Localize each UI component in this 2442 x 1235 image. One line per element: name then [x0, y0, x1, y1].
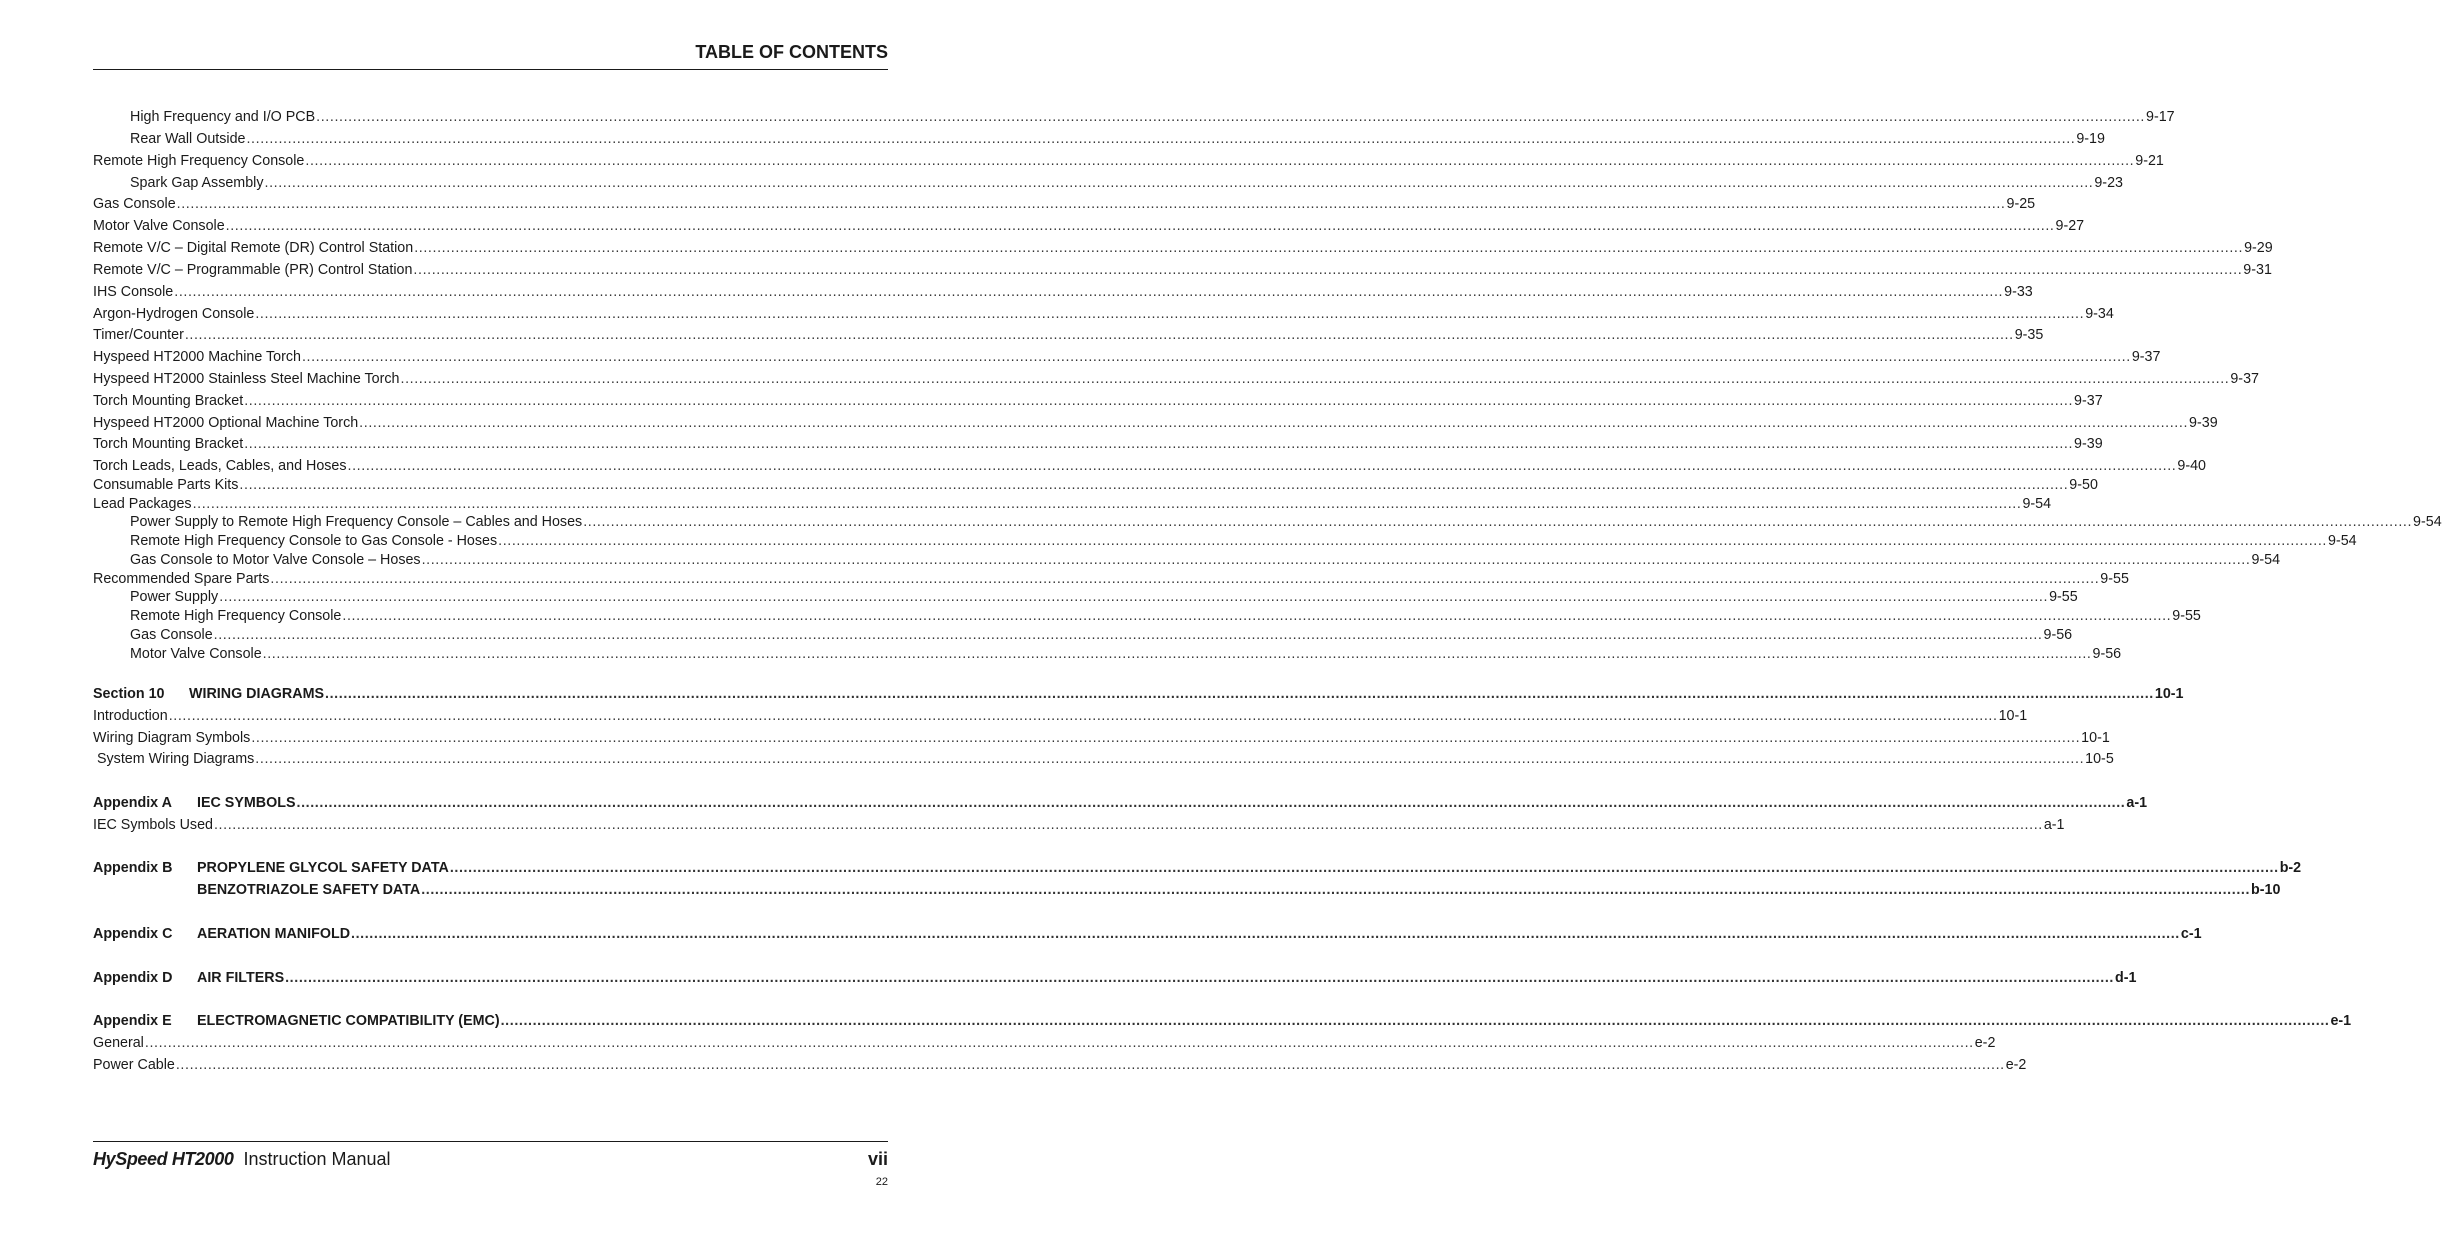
toc-page-number: a-1 [2126, 795, 2148, 811]
toc-section-label: Appendix E [93, 1013, 172, 1029]
toc-entry-row [93, 514, 2442, 531]
toc-entry-title: Power Supply to Remote High Frequency Console – Cables and Hoses [130, 514, 583, 530]
toc-entry-row [93, 458, 2207, 475]
toc-page-number: 9-37 [2131, 349, 2161, 365]
toc-entry-row [93, 175, 2123, 192]
toc-section-row [93, 970, 2137, 987]
toc-entry-row [93, 708, 2028, 725]
toc-section-label: Section 10 [93, 686, 165, 702]
toc-dot-leader: ................................................................................................................................................................................................................................................................................................................................................................................................................ [255, 751, 2085, 767]
toc-entry-row [93, 393, 2103, 410]
toc-dot-leader: ................................................................................................................................................................................................................................................................................................................................................................................................................ [359, 415, 2189, 431]
toc-entry-title: Spark Gap Assembly [130, 175, 264, 191]
toc-entry-row [93, 533, 2357, 550]
toc-entry-title: ELECTROMAGNETIC COMPATIBILITY (EMC) [197, 1013, 500, 1029]
toc-entry-title: Gas Console [130, 627, 213, 643]
toc-dot-leader: ................................................................................................................................................................................................................................................................................................................................................................................................................ [270, 571, 2100, 587]
toc-entry-row [93, 627, 2073, 644]
toc-entry-row [93, 109, 2175, 126]
toc-dot-leader: ................................................................................................................................................................................................................................................................................................................................................................................................................ [414, 240, 2244, 256]
toc-entry-title: Motor Valve Console [93, 218, 225, 234]
toc-page-number: 9-29 [2244, 240, 2273, 256]
toc-page-number: 9-37 [2230, 371, 2259, 387]
toc-entry-title: Introduction [93, 708, 168, 724]
toc-section-row [93, 795, 2148, 812]
toc-page-number: 9-54 [2328, 533, 2357, 549]
toc-dot-leader: ................................................................................................................................................................................................................................................................................................................................................................................................................ [296, 795, 2126, 811]
toc-entry-title: Hyspeed HT2000 Machine Torch [93, 349, 301, 365]
toc-dot-leader: ................................................................................................................................................................................................................................................................................................................................................................................................................ [301, 349, 2131, 365]
toc-page-number: 9-27 [2055, 218, 2085, 234]
toc-entry-title: System Wiring Diagrams [97, 751, 255, 767]
toc-entry-title: Remote V/C – Digital Remote (DR) Control Station [93, 240, 414, 256]
toc-dot-leader: ................................................................................................................................................................................................................................................................................................................................................................................................................ [264, 175, 2094, 191]
toc-section-row [93, 686, 2184, 703]
toc-entry-row [93, 153, 2164, 170]
toc-dot-leader: ................................................................................................................................................................................................................................................................................................................................................................................................................ [285, 970, 2114, 986]
toc-entry-row [93, 751, 2114, 768]
toc-section-row [93, 860, 2302, 877]
toc-entry-title: High Frequency and I/O PCB [130, 109, 316, 125]
toc-page-number: b-2 [2279, 860, 2302, 876]
toc-entry-title: Hyspeed HT2000 Stainless Steel Machine Torch [93, 371, 400, 387]
toc-entry-row [93, 349, 2161, 366]
toc-entry-title: AERATION MANIFOLD [197, 926, 351, 942]
page-header-title: TABLE OF CONTENTS [695, 42, 888, 62]
toc-entry-row [93, 436, 2103, 453]
toc-dot-leader: ................................................................................................................................................................................................................................................................................................................................................................................................................ [213, 817, 2043, 833]
toc-entry-title: Consumable Parts Kits [93, 477, 239, 493]
toc-page-number: 10-1 [2154, 686, 2184, 702]
toc-dot-leader: ................................................................................................................................................................................................................................................................................................................................................................................................................ [174, 284, 2004, 300]
toc-entry-title: Torch Mounting Bracket [93, 436, 244, 452]
toc-page-number: 9-55 [2100, 571, 2129, 587]
toc-section-row [93, 1013, 2352, 1030]
toc-page-number: 10-1 [2081, 730, 2110, 746]
toc-dot-leader: ................................................................................................................................................................................................................................................................................................................................................................................................................ [413, 262, 2243, 278]
toc-section-label: Appendix A [93, 795, 172, 811]
toc-dot-leader: ................................................................................................................................................................................................................................................................................................................................................................................................................ [347, 458, 2177, 474]
toc-dot-leader: ................................................................................................................................................................................................................................................................................................................................................................................................................ [168, 708, 1998, 724]
footer-divider [93, 1141, 888, 1142]
toc-entry-row [93, 496, 2052, 513]
toc-page-number: 9-19 [2076, 131, 2105, 147]
toc-entry-title: Gas Console [93, 196, 176, 212]
toc-entry-row [93, 817, 2065, 834]
footer-page-label: vii [867, 1149, 888, 1169]
toc-dot-leader: ................................................................................................................................................................................................................................................................................................................................................................................................................ [583, 514, 2413, 530]
toc-dot-leader: ................................................................................................................................................................................................................................................................................................................................................................................................................ [219, 589, 2049, 605]
toc-dot-leader: ................................................................................................................................................................................................................................................................................................................................................................................................................ [244, 393, 2074, 409]
toc-entry-title: IHS Console [93, 284, 174, 300]
toc-page-number: 9-39 [2189, 415, 2218, 431]
toc-page-number: e-2 [1974, 1035, 1996, 1051]
toc-entry-title: Power Supply [130, 589, 219, 605]
toc-entry-title: Power Cable [93, 1057, 175, 1073]
toc-page-number: 10-5 [2085, 751, 2114, 767]
toc-dot-leader: ................................................................................................................................................................................................................................................................................................................................................................................................................ [213, 627, 2043, 643]
toc-entry-row [93, 218, 2085, 235]
toc-page-number: e-1 [2330, 1013, 2352, 1029]
toc-dot-leader: ................................................................................................................................................................................................................................................................................................................................................................................................................ [325, 686, 2154, 702]
toc-dot-leader: ................................................................................................................................................................................................................................................................................................................................................................................................................ [225, 218, 2055, 234]
toc-page-number: 9-54 [2251, 552, 2281, 568]
footer-manual-label: Instruction Manual [243, 1149, 391, 1169]
toc-dot-leader: ................................................................................................................................................................................................................................................................................................................................................................................................................ [176, 196, 2006, 212]
toc-dot-leader: ................................................................................................................................................................................................................................................................................................................................................................................................................ [500, 1013, 2330, 1029]
toc-page-number: 9-37 [2074, 393, 2103, 409]
toc-page-number: 9-39 [2074, 436, 2103, 452]
toc-dot-leader: ................................................................................................................................................................................................................................................................................................................................................................................................................ [175, 1057, 2005, 1073]
toc-entry-title: AIR FILTERS [197, 970, 285, 986]
toc-entry-title: Rear Wall Outside [130, 131, 246, 147]
toc-dot-leader: ................................................................................................................................................................................................................................................................................................................................................................................................................ [262, 646, 2092, 662]
toc-section-label: Appendix C [93, 926, 173, 942]
toc-entry-title: Remote High Frequency Console [93, 153, 305, 169]
toc-entry-row [93, 552, 2281, 569]
toc-page-number: 9-56 [2043, 627, 2073, 643]
toc-page-number: a-1 [2043, 817, 2065, 833]
toc-section-row [93, 882, 2281, 899]
toc-page-number: 9-35 [2014, 327, 2044, 343]
toc-page-number: 9-33 [2004, 284, 2033, 300]
toc-entry-row [93, 262, 2272, 279]
toc-entry-row [93, 284, 2033, 301]
toc-page-number: 9-21 [2135, 153, 2164, 169]
toc-page-number: 9-55 [2172, 608, 2201, 624]
toc-entry-title: Torch Leads, Leads, Cables, and Hoses [93, 458, 347, 474]
toc-section-label: Appendix B [93, 860, 173, 876]
toc-entry-title: Gas Console to Motor Valve Console – Hoses [130, 552, 421, 568]
toc-entry-row [93, 306, 2114, 323]
toc-dot-leader: ................................................................................................................................................................................................................................................................................................................................................................................................................ [255, 306, 2085, 322]
toc-entry-title: General [93, 1035, 144, 1051]
toc-dot-leader: ................................................................................................................................................................................................................................................................................................................................................................................................................ [342, 608, 2172, 624]
toc-page-number: 9-55 [2049, 589, 2078, 605]
toc-entry-row [93, 477, 2098, 494]
toc-dot-leader: ................................................................................................................................................................................................................................................................................................................................................................................................................ [305, 153, 2135, 169]
toc-entry-title: Remote High Frequency Console [130, 608, 342, 624]
toc-dot-leader: ................................................................................................................................................................................................................................................................................................................................................................................................................ [246, 131, 2076, 147]
toc-dot-leader: ................................................................................................................................................................................................................................................................................................................................................................................................................ [239, 477, 2069, 493]
toc-dot-leader: ................................................................................................................................................................................................................................................................................................................................................................................................................ [449, 860, 2279, 876]
footer-page-number: 22 [875, 1176, 888, 1188]
toc-entry-title: Recommended Spare Parts [93, 571, 270, 587]
toc-page-number: 9-54 [2022, 496, 2052, 512]
toc-dot-leader: ................................................................................................................................................................................................................................................................................................................................................................................................................ [144, 1035, 1974, 1051]
toc-entry-row [93, 571, 2129, 588]
toc-page-number: b-10 [2251, 882, 2281, 898]
toc-page-number: e-2 [2005, 1057, 2027, 1073]
toc-entry-title: BENZOTRIAZOLE SAFETY DATA [197, 882, 421, 898]
toc-entry-row [93, 1035, 1996, 1052]
toc-dot-leader: ................................................................................................................................................................................................................................................................................................................................................................................................................ [184, 327, 2014, 343]
toc-entry-title: Wiring Diagram Symbols [93, 730, 251, 746]
toc-entry-row [93, 646, 2122, 663]
toc-dot-leader: ................................................................................................................................................................................................................................................................................................................................................................................................................ [244, 436, 2074, 452]
toc-entry-title: Remote V/C – Programmable (PR) Control Station [93, 262, 413, 278]
toc-dot-leader: ................................................................................................................................................................................................................................................................................................................................................................................................................ [251, 730, 2081, 746]
toc-dot-leader: ................................................................................................................................................................................................................................................................................................................................................................................................................ [316, 109, 2146, 125]
toc-entry-title: Hyspeed HT2000 Optional Machine Torch [93, 415, 359, 431]
toc-entry-row [93, 608, 2201, 625]
toc-dot-leader: ................................................................................................................................................................................................................................................................................................................................................................................................................ [498, 533, 2327, 549]
toc-entry-title: Timer/Counter [93, 327, 184, 343]
toc-section-row [93, 926, 2202, 943]
toc-entry-row [93, 240, 2273, 257]
toc-section-label: Appendix D [93, 970, 173, 986]
toc-page-number: 9-50 [2069, 477, 2098, 493]
toc-entry-row [93, 1057, 2027, 1074]
toc-dot-leader: ................................................................................................................................................................................................................................................................................................................................................................................................................ [421, 882, 2251, 898]
toc-entry-title: IEC SYMBOLS [197, 795, 296, 811]
toc-page-number: 10-1 [1998, 708, 2028, 724]
toc-page-number: 9-25 [2006, 196, 2036, 212]
toc-entry-title: WIRING DIAGRAMS [189, 686, 325, 702]
toc-dot-leader: ................................................................................................................................................................................................................................................................................................................................................................................................................ [192, 496, 2022, 512]
toc-entry-title: Torch Mounting Bracket [93, 393, 244, 409]
header-divider [93, 69, 888, 70]
toc-dot-leader: ................................................................................................................................................................................................................................................................................................................................................................................................................ [351, 926, 2180, 942]
toc-entry-title: IEC Symbols Used [93, 817, 213, 833]
toc-page-number: c-1 [2180, 926, 2202, 942]
toc-entry-title: Motor Valve Console [130, 646, 262, 662]
toc-page-number: d-1 [2114, 970, 2137, 986]
toc-entry-row [93, 131, 2105, 148]
toc-page-number: 9-56 [2092, 646, 2122, 662]
toc-entry-title: Remote High Frequency Console to Gas Console - Hoses [130, 533, 498, 549]
toc-page-number: 9-17 [2146, 109, 2175, 125]
toc-entry-title: Lead Packages [93, 496, 192, 512]
footer-brand-name: HySpeed HT2000 [93, 1149, 234, 1169]
toc-dot-leader: ................................................................................................................................................................................................................................................................................................................................................................................................................ [421, 552, 2251, 568]
toc-entry-row [93, 196, 2036, 213]
toc-entry-title: PROPYLENE GLYCOL SAFETY DATA [197, 860, 449, 876]
toc-entry-row [93, 371, 2259, 388]
toc-dot-leader: ................................................................................................................................................................................................................................................................................................................................................................................................................ [400, 371, 2230, 387]
toc-entry-title: Argon-Hydrogen Console [93, 306, 255, 322]
toc-page-number: 9-40 [2177, 458, 2207, 474]
toc-page-number: 9-34 [2085, 306, 2114, 322]
toc-entry-row [93, 327, 2044, 344]
toc-page-number: 9-23 [2094, 175, 2123, 191]
toc-entry-row [93, 730, 2110, 747]
toc-page-number: 9-31 [2243, 262, 2272, 278]
toc-entry-row [93, 589, 2078, 606]
toc-entry-row [93, 415, 2218, 432]
toc-page-number: 9-54 [2413, 514, 2442, 530]
footer-manual-title [93, 1149, 391, 1170]
